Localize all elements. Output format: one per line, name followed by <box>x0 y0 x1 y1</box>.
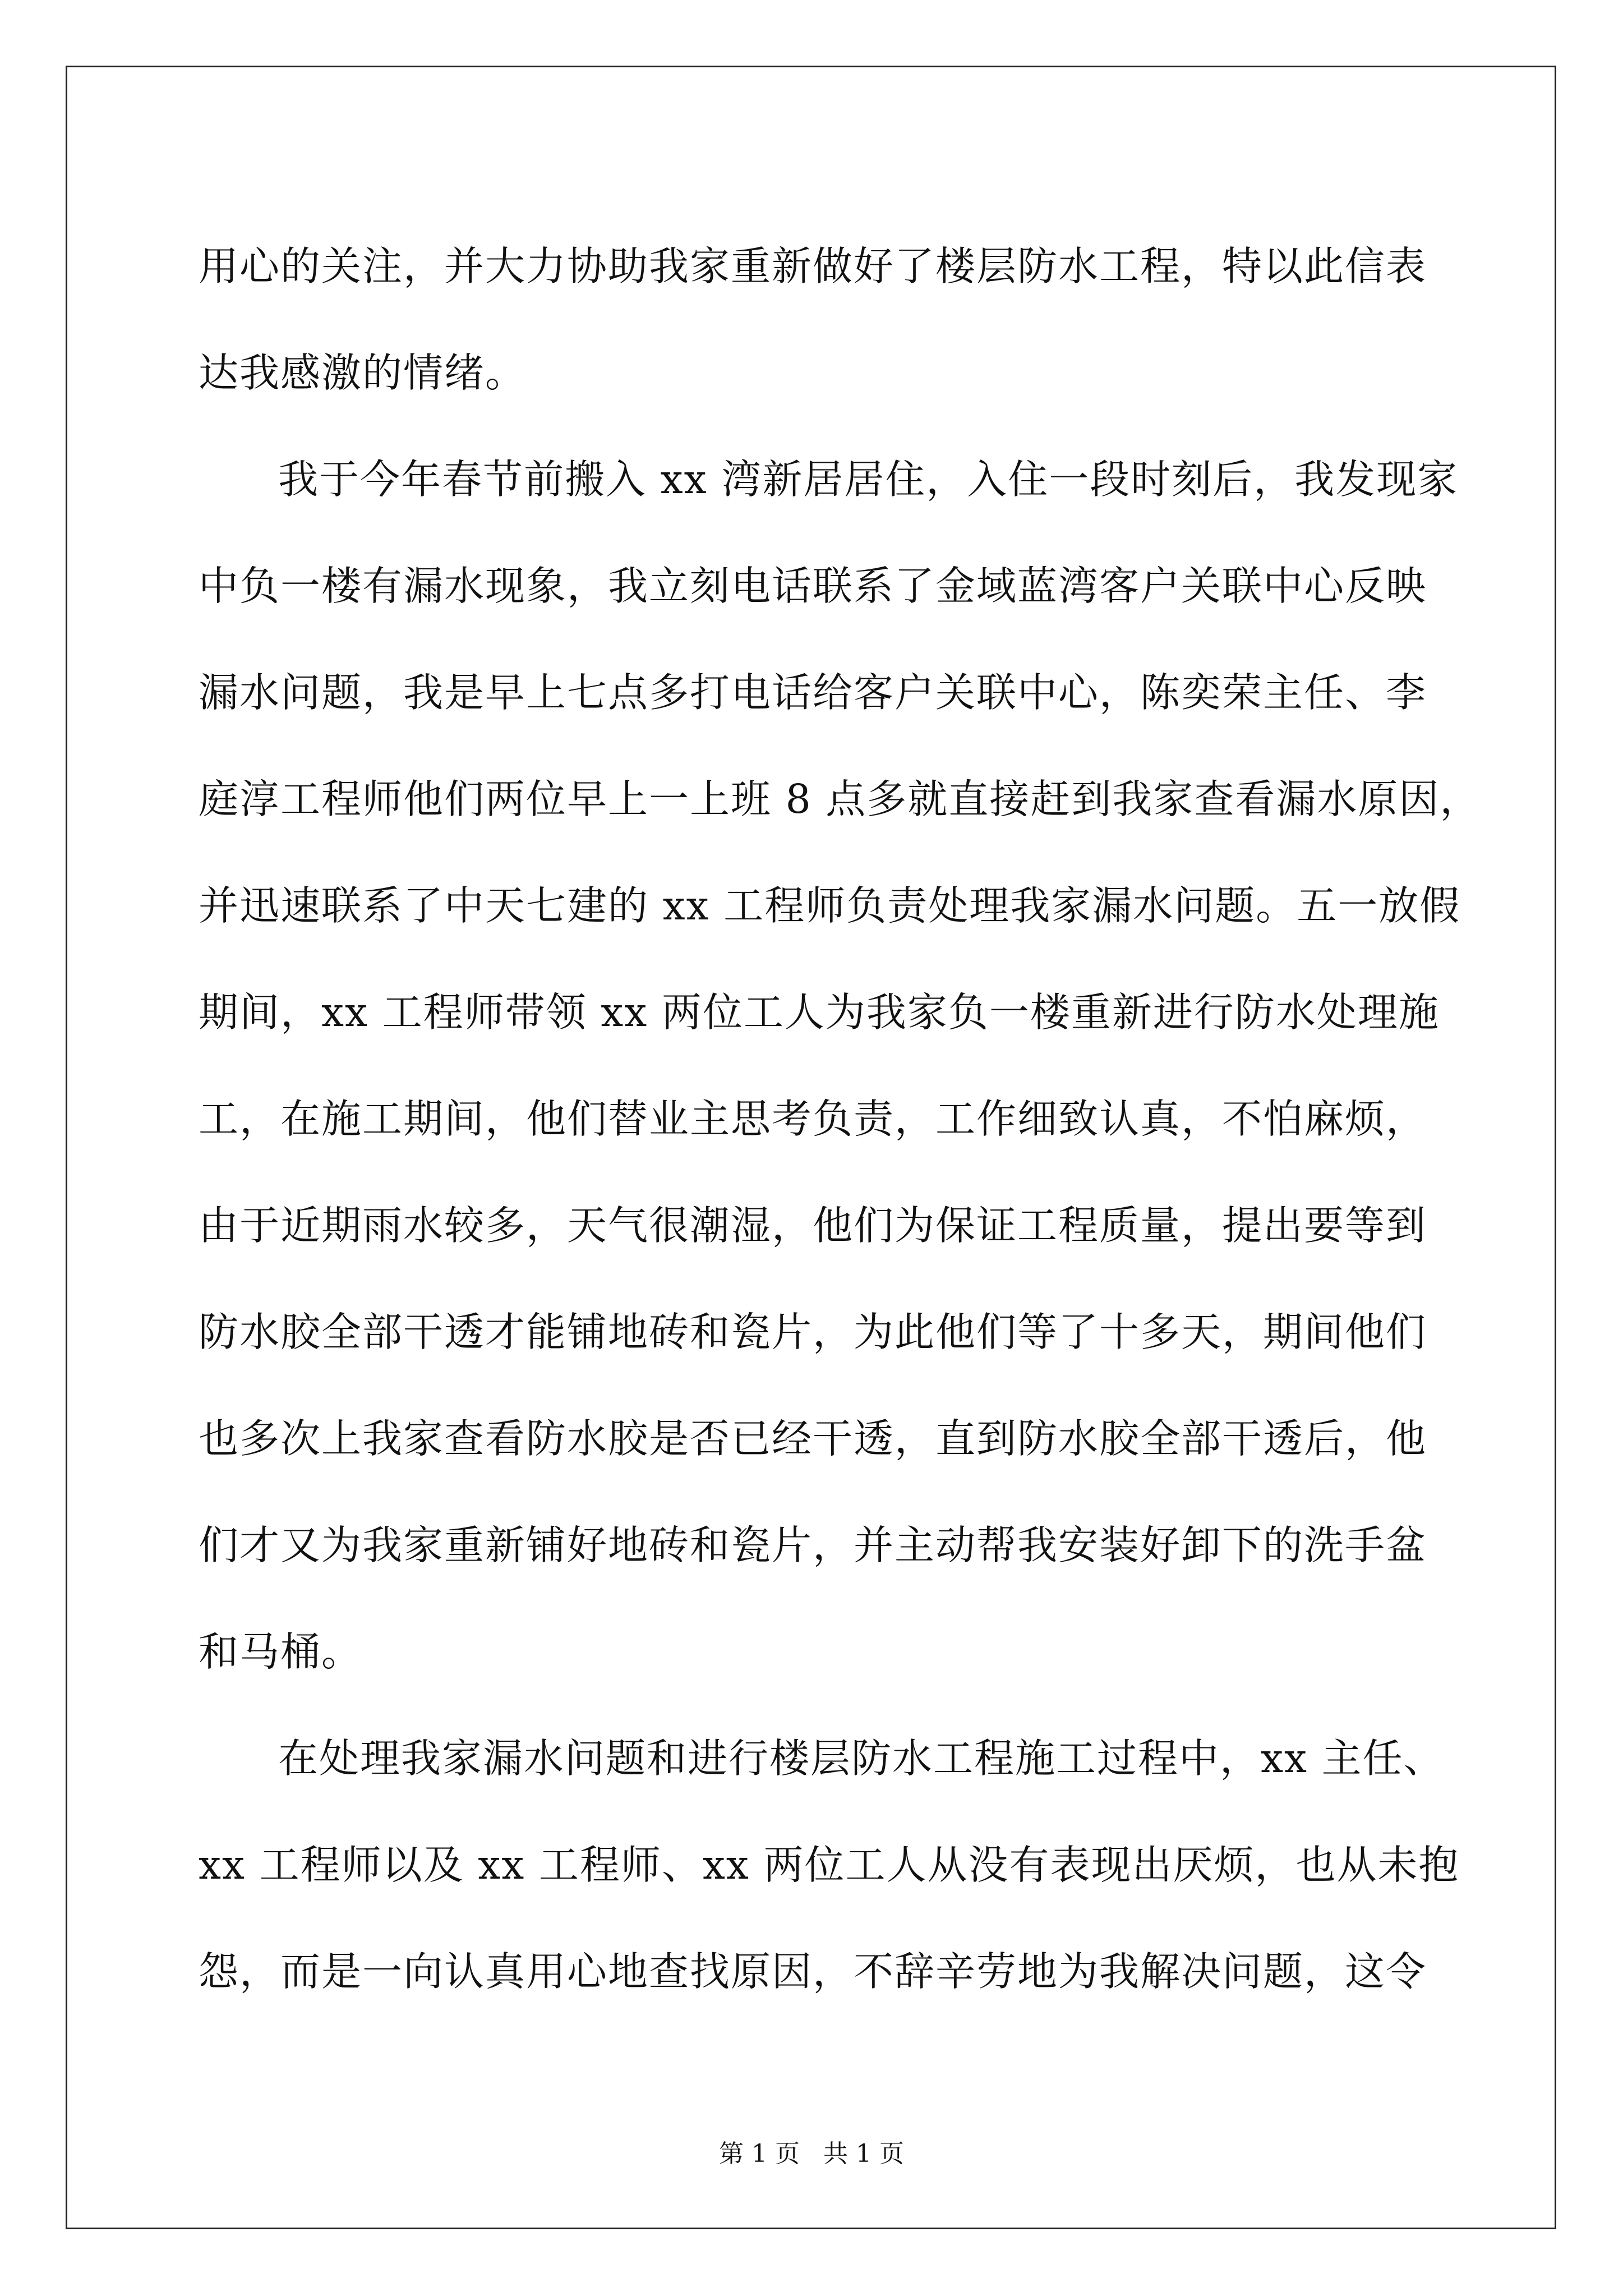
body-line: 漏水问题，我是早上七点多打电话给客户关联中心，陈奕荣主任、李 <box>199 669 1427 716</box>
body-line: 们才又为我家重新铺好地砖和瓷片，并主动帮我安装好卸下的洗手盆 <box>199 1522 1427 1568</box>
body-line: 也多次上我家查看防水胶是否已经干透，直到防水胶全部干透后，他 <box>199 1415 1427 1462</box>
body-line: 并迅速联系了中天七建的 xx 工程师负责处理我家漏水问题。五一放假 <box>199 882 1461 929</box>
body-line: 由于近期雨水较多，天气很潮湿，他们为保证工程质量，提出要等到 <box>199 1202 1427 1249</box>
body-line: 工，在施工期间，他们替业主思考负责，工作细致认真，不怕麻烦， <box>199 1096 1427 1142</box>
body-line: 防水胶全部干透才能铺地砖和瓷片，为此他们等了十多天，期间他们 <box>199 1309 1427 1355</box>
body-line: 中负一楼有漏水现象，我立刻电话联系了金域蓝湾客户关联中心反映 <box>199 563 1427 609</box>
page-footer: 第 1 页 共 1 页 <box>719 2139 904 2168</box>
letter-body <box>199 213 1481 2025</box>
body-line: 和马桶。 <box>199 1628 363 1675</box>
body-line: 期间，xx 工程师带领 xx 两位工人为我家负一楼重新进行防水处理施 <box>199 989 1440 1036</box>
body-line: 怨，而是一向认真用心地查找原因，不辞辛劳地为我解决问题，这令 <box>199 1948 1427 1995</box>
body-line: 庭淳工程师他们两位早上一上班 8 点多就直接赶到我家查看漏水原因， <box>199 776 1481 822</box>
body-line: xx 工程师以及 xx 工程师、xx 两位工人从没有表现出厌烦，也从未抱 <box>199 1842 1460 1888</box>
body-line: 达我感激的情绪。 <box>199 349 527 396</box>
body-line: 用心的关注，并大力协助我家重新做好了楼层防水工程，特以此信表 <box>199 243 1427 289</box>
body-line: 在处理我家漏水问题和进行楼层防水工程施工过程中，xx 主任、 <box>278 1735 1445 1782</box>
body-line: 我于今年春节前搬入 xx 湾新居居住，入住一段时刻后，我发现家 <box>278 456 1459 503</box>
